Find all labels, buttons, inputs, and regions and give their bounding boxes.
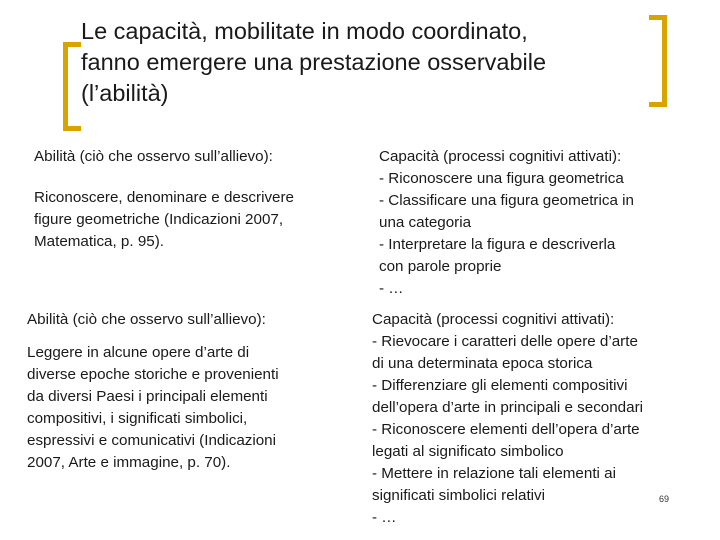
row1-capacita-block bbox=[379, 146, 699, 300]
slide-title-line-3: (l’abilità) bbox=[81, 80, 169, 106]
row2-abilita-body: Leggere in alcune opere d’arte di diverse epoche storiche e provenienti da diversi Paesi i principali elementi compositivi, i significati simbolici, espressivi e comunicativi (Indicazioni 2007, Arte e immagine, p. 70). bbox=[27, 344, 279, 471]
slide-title-line-1: Le capacità, mobilitate in modo coordinato, bbox=[81, 18, 528, 44]
row2-abilita-heading-block bbox=[27, 309, 357, 331]
row1-abilita-heading-block bbox=[34, 146, 354, 168]
right-bracket-decoration bbox=[649, 15, 667, 107]
row2-abilita-body-block bbox=[27, 342, 357, 474]
row1-abilita-heading: Abilità (ciò che osservo sull’allievo): bbox=[34, 148, 273, 165]
slide-title-line-2: fanno emergere una prestazione osservabile bbox=[81, 49, 547, 75]
row2-capacita-text: Capacità (processi cognitivi attivati): - Rievocare i caratteri delle opere d’arte di una determinata epoca storica - Differenziare gli elementi compositivi dell’opera d’arte in principali e secondari - Riconoscere elementi dell’opera d’arte legati al significato simbolico - Mettere in relazione tali elementi ai significati simbolici relativi - … bbox=[372, 311, 644, 526]
left-bracket-decoration bbox=[63, 42, 81, 131]
page-number: 69 bbox=[659, 494, 670, 504]
row2-abilita-heading: Abilità (ciò che osservo sull’allievo): bbox=[27, 311, 266, 328]
row1-abilita-body: Riconoscere, denominare e descrivere figure geometriche (Indicazioni 2007, Matematica, p. 95). bbox=[34, 189, 295, 250]
slide-title bbox=[81, 16, 651, 109]
row1-abilita-body-block bbox=[34, 187, 354, 253]
row1-capacita-text: Capacità (processi cognitivi attivati): - Riconoscere una figura geometrica - Classificare una figura geometrica in una categoria - Interpretare la figura e descriverla con parole proprie - … bbox=[379, 148, 634, 297]
